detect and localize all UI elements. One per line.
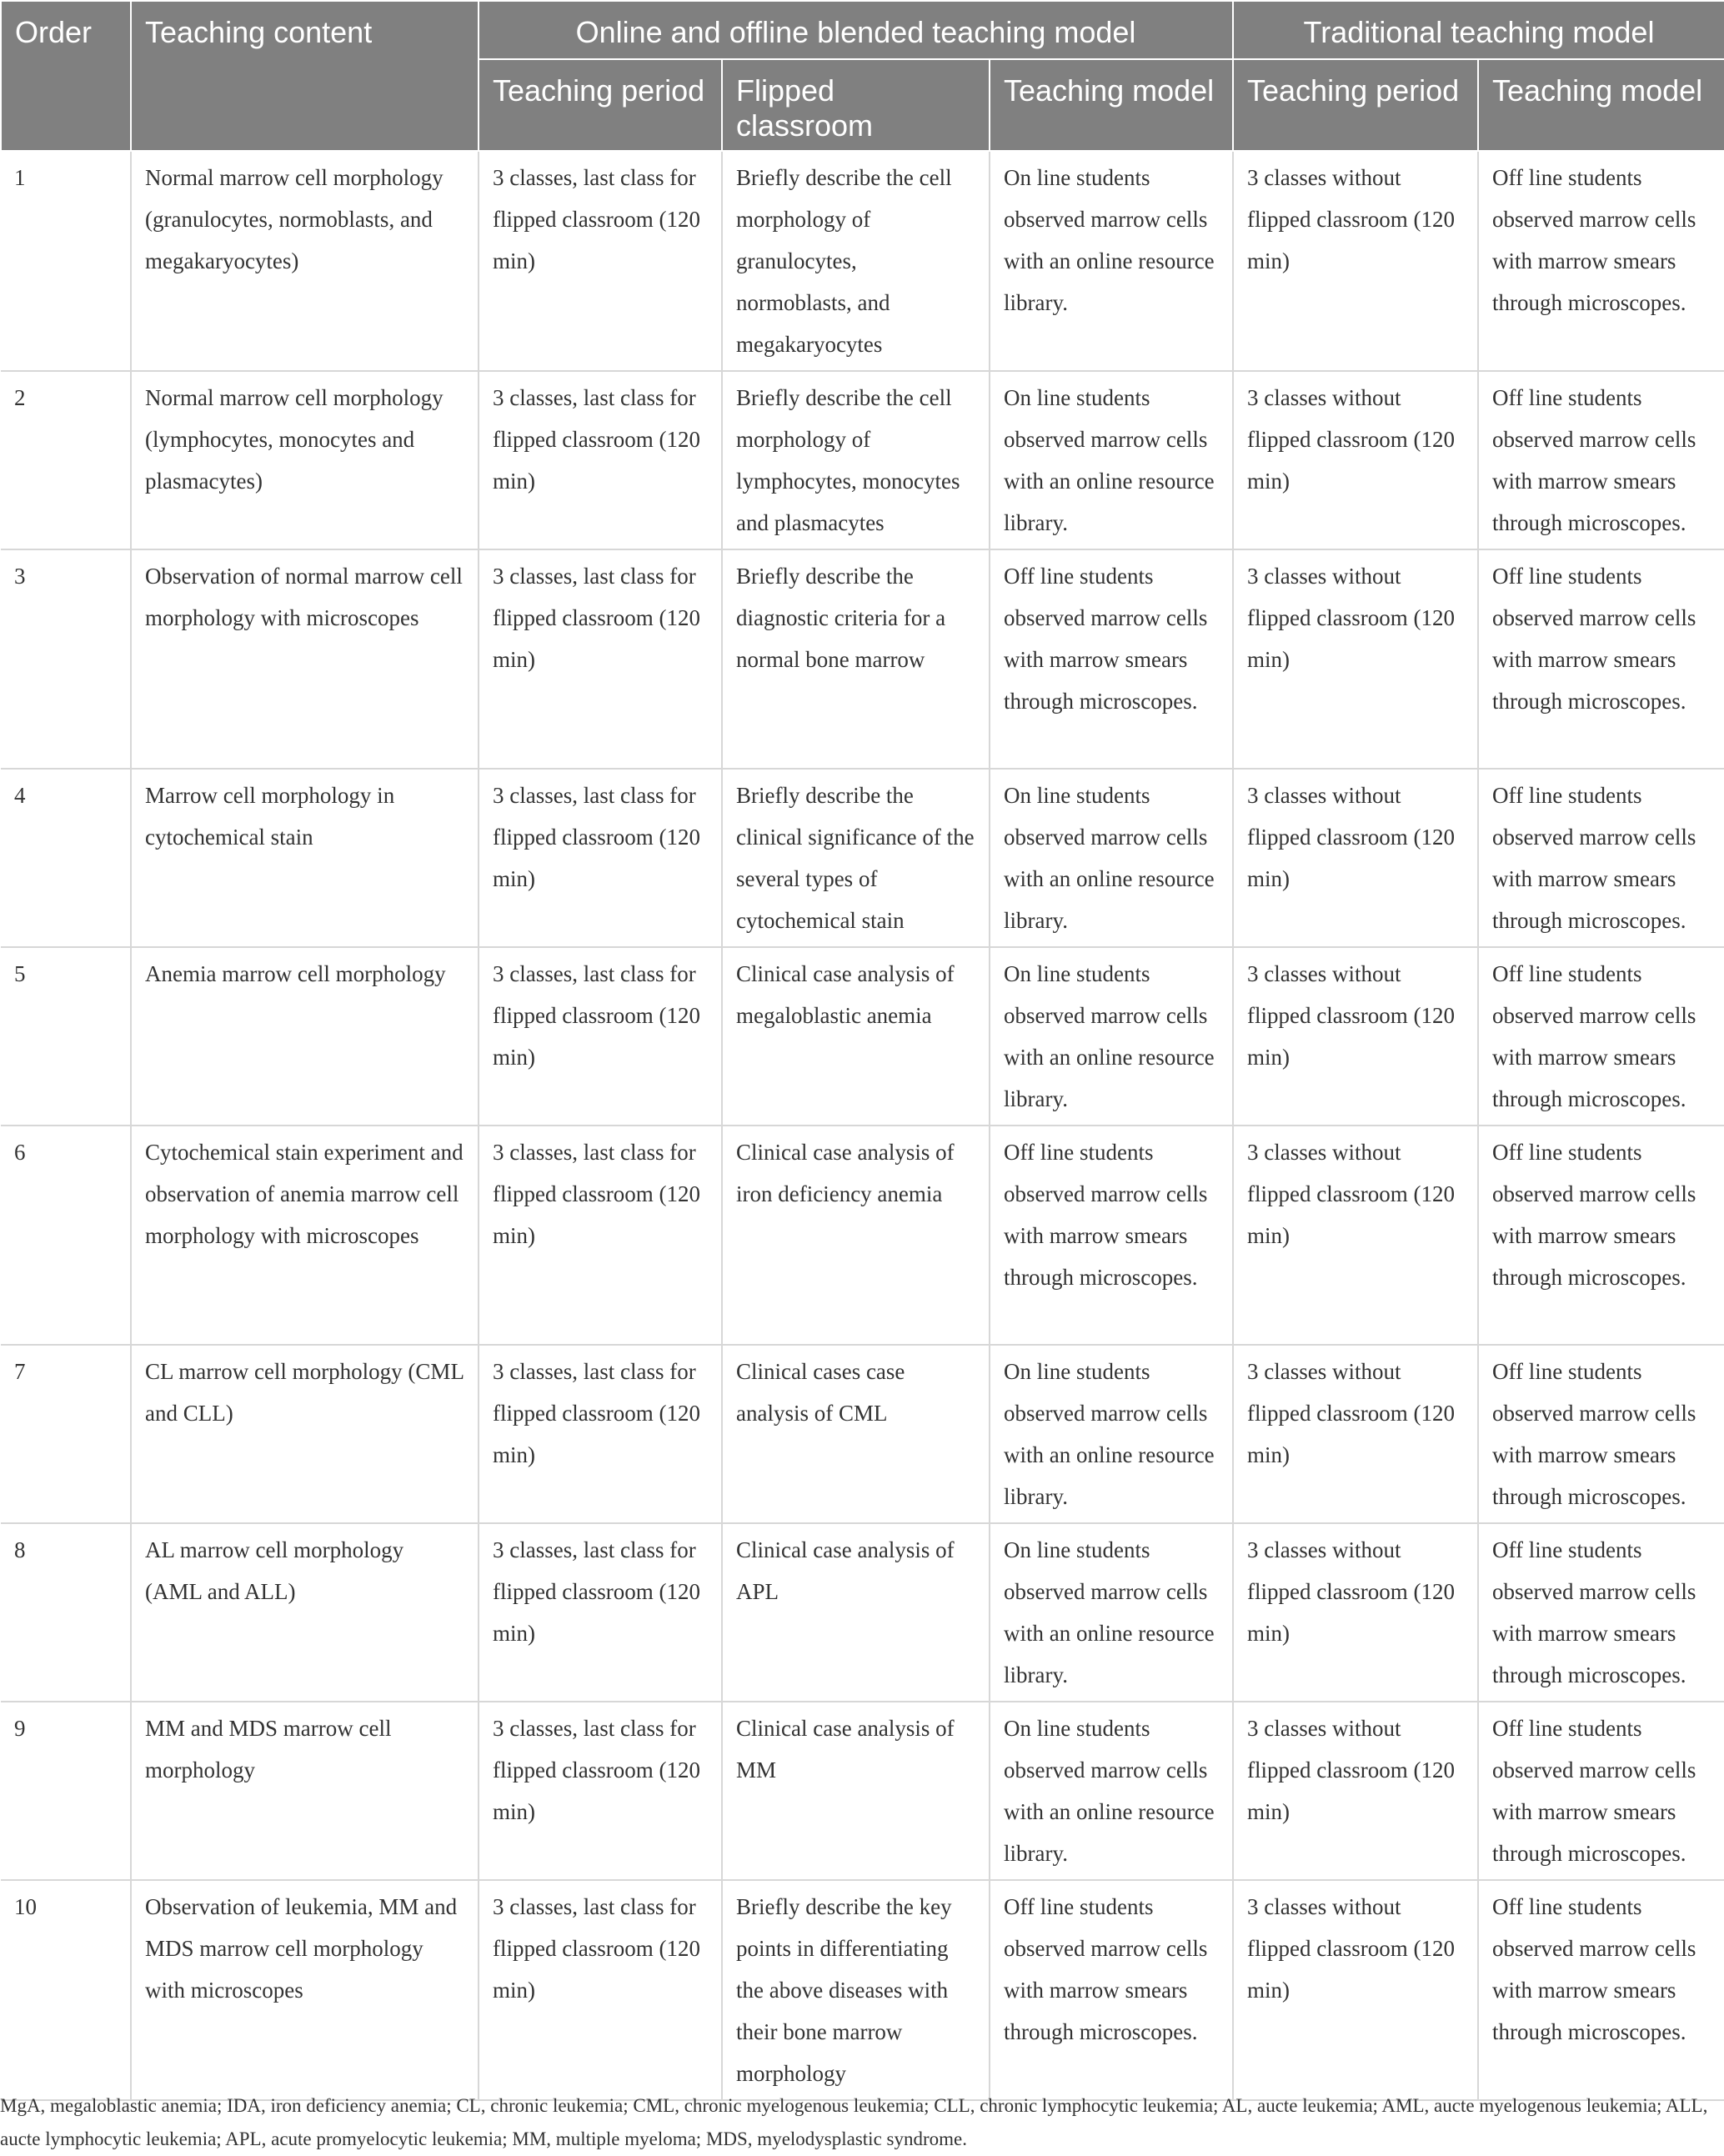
cell-flipped-classroom: Clinical case analysis of iron deficiency anemia	[722, 1126, 990, 1345]
cell-blended-period: 3 classes, last class for flipped classroom (120 min)	[479, 1345, 722, 1523]
cell-blended-model: Off line students observed marrow cells with marrow smears through microscopes.	[990, 1880, 1233, 2100]
cell-traditional-model: Off line students observed marrow cells with marrow smears through microscopes.	[1478, 947, 1724, 1126]
cell-traditional-model: Off line students observed marrow cells with marrow smears through microscopes.	[1478, 1702, 1724, 1880]
cell-traditional-period: 3 classes without flipped classroom (120 min)	[1233, 1126, 1478, 1345]
cell-flipped-classroom: Briefly describe the diagnostic criteria for a normal bone marrow	[722, 549, 990, 769]
cell-blended-period: 3 classes, last class for flipped classroom (120 min)	[479, 1126, 722, 1345]
cell-flipped-classroom: Briefly describe the cell morphology of lymphocytes, monocytes and plasmacytes	[722, 371, 990, 549]
table-row	[1, 1523, 1724, 1702]
cell-blended-model: On line students observed marrow cells with an online resource library.	[990, 151, 1233, 371]
header-traditional-group: Traditional teaching model	[1233, 1, 1724, 59]
table-row	[1, 769, 1724, 947]
cell-blended-period: 3 classes, last class for flipped classroom (120 min)	[479, 769, 722, 947]
table-header	[1, 1, 1724, 151]
cell-flipped-classroom: Clinical case analysis of MM	[722, 1702, 990, 1880]
table-row	[1, 151, 1724, 371]
cell-traditional-model: Off line students observed marrow cells with marrow smears through microscopes.	[1478, 1345, 1724, 1523]
cell-blended-period: 3 classes, last class for flipped classroom (120 min)	[479, 151, 722, 371]
cell-teaching-content: Normal marrow cell morphology (granulocytes, normoblasts, and megakaryocytes)	[131, 151, 479, 371]
cell-traditional-period: 3 classes without flipped classroom (120 min)	[1233, 1702, 1478, 1880]
cell-blended-model: Off line students observed marrow cells with marrow smears through microscopes.	[990, 1126, 1233, 1345]
cell-teaching-content: Cytochemical stain experiment and observation of anemia marrow cell morphology with microscopes	[131, 1126, 479, 1345]
table-row	[1, 549, 1724, 769]
table-row	[1, 371, 1724, 549]
table-row	[1, 1126, 1724, 1345]
header-traditional-period: Teaching period	[1233, 59, 1478, 151]
cell-traditional-model: Off line students observed marrow cells with marrow smears through microscopes.	[1478, 371, 1724, 549]
cell-teaching-content: MM and MDS marrow cell morphology	[131, 1702, 479, 1880]
cell-order: 3	[1, 549, 131, 769]
cell-traditional-model: Off line students observed marrow cells with marrow smears through microscopes.	[1478, 1523, 1724, 1702]
cell-blended-model: On line students observed marrow cells with an online resource library.	[990, 1523, 1233, 1702]
cell-blended-period: 3 classes, last class for flipped classroom (120 min)	[479, 549, 722, 769]
cell-order: 4	[1, 769, 131, 947]
cell-teaching-content: Observation of normal marrow cell morphology with microscopes	[131, 549, 479, 769]
header-blended-group: Online and offline blended teaching model	[479, 1, 1233, 59]
cell-traditional-period: 3 classes without flipped classroom (120 min)	[1233, 769, 1478, 947]
cell-blended-model: On line students observed marrow cells with an online resource library.	[990, 769, 1233, 947]
cell-order: 6	[1, 1126, 131, 1345]
cell-order: 10	[1, 1880, 131, 2100]
cell-traditional-period: 3 classes without flipped classroom (120 min)	[1233, 947, 1478, 1126]
header-flipped-classroom: Flipped classroom	[722, 59, 990, 151]
cell-traditional-period: 3 classes without flipped classroom (120 min)	[1233, 151, 1478, 371]
cell-blended-model: On line students observed marrow cells with an online resource library.	[990, 947, 1233, 1126]
cell-teaching-content: CL marrow cell morphology (CML and CLL)	[131, 1345, 479, 1523]
table-body	[1, 151, 1724, 2100]
cell-flipped-classroom: Briefly describe the clinical significance of the several types of cytochemical stain	[722, 769, 990, 947]
table-row	[1, 1880, 1724, 2100]
table-row	[1, 947, 1724, 1126]
cell-flipped-classroom: Briefly describe the cell morphology of granulocytes, normoblasts, and megakaryocytes	[722, 151, 990, 371]
cell-traditional-model: Off line students observed marrow cells with marrow smears through microscopes.	[1478, 151, 1724, 371]
cell-traditional-model: Off line students observed marrow cells with marrow smears through microscopes.	[1478, 1880, 1724, 2100]
cell-order: 1	[1, 151, 131, 371]
cell-order: 5	[1, 947, 131, 1126]
cell-blended-period: 3 classes, last class for flipped classroom (120 min)	[479, 1880, 722, 2100]
table-row	[1, 1345, 1724, 1523]
cell-teaching-content: Anemia marrow cell morphology	[131, 947, 479, 1126]
cell-flipped-classroom: Clinical case analysis of megaloblastic anemia	[722, 947, 990, 1126]
header-blended-model: Teaching model	[990, 59, 1233, 151]
cell-blended-model: On line students observed marrow cells with an online resource library.	[990, 1702, 1233, 1880]
table-footnote: MgA, megaloblastic anemia; IDA, iron deficiency anemia; CL, chronic leukemia; CML, chronic myelogenous leukemia; CLL, chronic lymphocytic leukemia; AL, aucte leukemia; AML, aucte myelogenous leukemia; ALL, aucte lymphocytic leukemia; APL, acute promyelocytic leukemia; MM, multiple myeloma; MDS, myelodysplastic syndrome.	[0, 2095, 1708, 2149]
cell-blended-model: On line students observed marrow cells with an online resource library.	[990, 371, 1233, 549]
cell-traditional-period: 3 classes without flipped classroom (120 min)	[1233, 549, 1478, 769]
cell-blended-period: 3 classes, last class for flipped classroom (120 min)	[479, 947, 722, 1126]
cell-traditional-model: Off line students observed marrow cells with marrow smears through microscopes.	[1478, 549, 1724, 769]
cell-blended-model: On line students observed marrow cells with an online resource library.	[990, 1345, 1233, 1523]
header-traditional-model: Teaching model	[1478, 59, 1724, 151]
cell-blended-period: 3 classes, last class for flipped classroom (120 min)	[479, 371, 722, 549]
cell-traditional-model: Off line students observed marrow cells with marrow smears through microscopes.	[1478, 769, 1724, 947]
cell-traditional-model: Off line students observed marrow cells with marrow smears through microscopes.	[1478, 1126, 1724, 1345]
cell-order: 7	[1, 1345, 131, 1523]
cell-blended-period: 3 classes, last class for flipped classroom (120 min)	[479, 1523, 722, 1702]
cell-traditional-period: 3 classes without flipped classroom (120 min)	[1233, 1880, 1478, 2100]
cell-blended-period: 3 classes, last class for flipped classroom (120 min)	[479, 1702, 722, 1880]
cell-order: 8	[1, 1523, 131, 1702]
header-teaching-content: Teaching content	[131, 1, 479, 151]
cell-traditional-period: 3 classes without flipped classroom (120 min)	[1233, 1523, 1478, 1702]
header-order: Order	[1, 1, 131, 151]
cell-flipped-classroom: Clinical case analysis of APL	[722, 1523, 990, 1702]
cell-teaching-content: Normal marrow cell morphology (lymphocytes, monocytes and plasmacytes)	[131, 371, 479, 549]
cell-order: 9	[1, 1702, 131, 1880]
cell-teaching-content: AL marrow cell morphology (AML and ALL)	[131, 1523, 479, 1702]
cell-order: 2	[1, 371, 131, 549]
header-blended-period: Teaching period	[479, 59, 722, 151]
cell-teaching-content: Observation of leukemia, MM and MDS marrow cell morphology with microscopes	[131, 1880, 479, 2100]
cell-flipped-classroom: Briefly describe the key points in differentiating the above diseases with their bone marrow morphology	[722, 1880, 990, 2100]
cell-blended-model: Off line students observed marrow cells with marrow smears through microscopes.	[990, 549, 1233, 769]
cell-traditional-period: 3 classes without flipped classroom (120 min)	[1233, 371, 1478, 549]
table-row	[1, 1702, 1724, 1880]
cell-teaching-content: Marrow cell morphology in cytochemical stain	[131, 769, 479, 947]
cell-traditional-period: 3 classes without flipped classroom (120 min)	[1233, 1345, 1478, 1523]
cell-flipped-classroom: Clinical cases case analysis of CML	[722, 1345, 990, 1523]
